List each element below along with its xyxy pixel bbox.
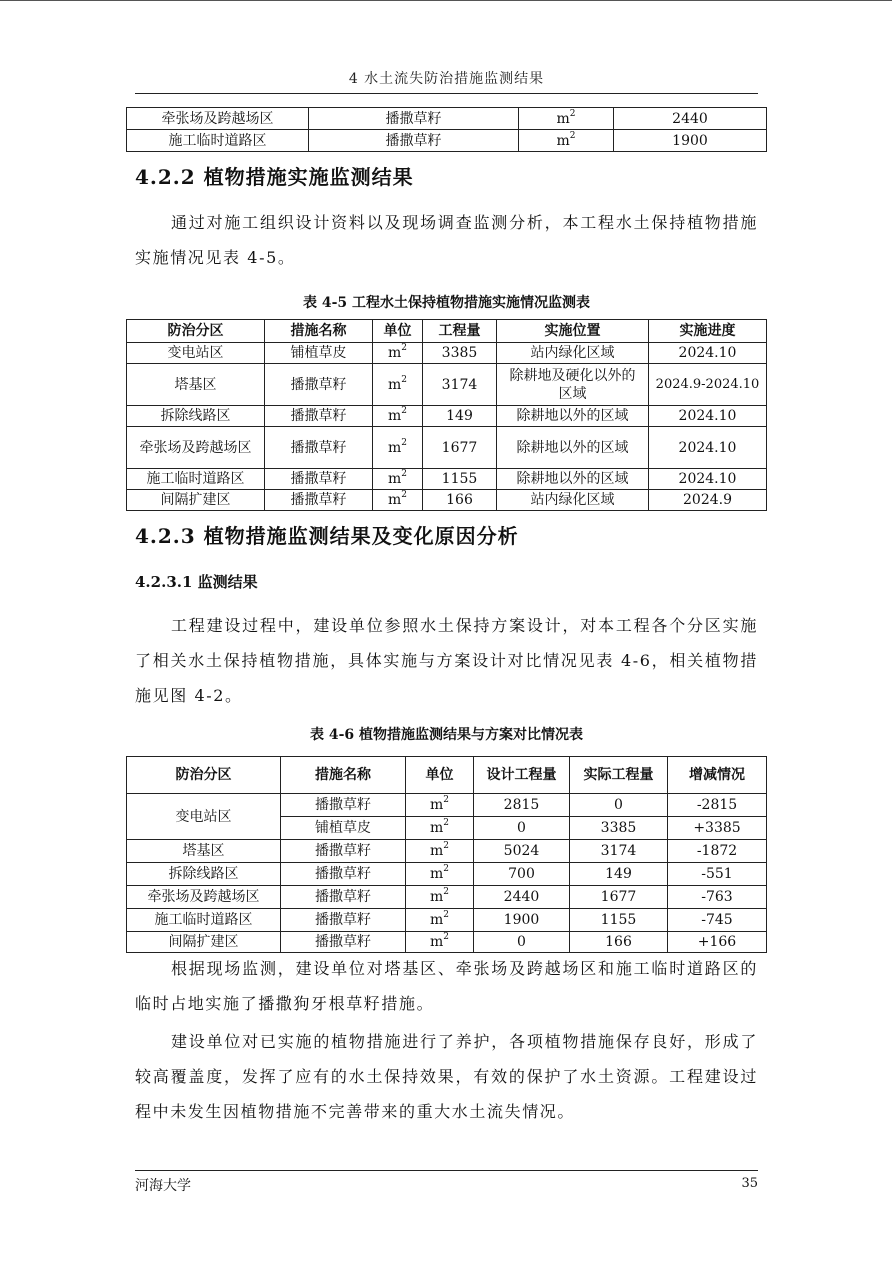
table-cell: 1677 — [423, 427, 497, 469]
table-cell: +3385 — [668, 817, 767, 840]
table-cell: 2024.10 — [649, 469, 767, 490]
header-rule — [135, 93, 758, 94]
unit-superscript: 2 — [443, 818, 449, 829]
unit-text: m — [387, 492, 402, 508]
table-cell: 牵张场及跨越场区 — [127, 108, 309, 130]
unit-text: m — [429, 797, 444, 813]
table-row — [127, 469, 767, 490]
table-cell — [519, 108, 614, 130]
table-cell: 间隔扩建区 — [127, 490, 265, 511]
table-cell: 施工临时道路区 — [127, 909, 281, 932]
table-cell — [406, 794, 474, 817]
table-cell — [373, 427, 423, 469]
table-cell: 2024.9-2024.10 — [649, 364, 767, 406]
table-4-6 — [126, 756, 767, 953]
table-cell — [373, 490, 423, 511]
unit-text: m — [429, 934, 444, 950]
column-header: 防治分区 — [127, 757, 281, 794]
section-heading-4-2-3: 4.2.3 植物措施监测结果及变化原因分析 — [135, 524, 519, 548]
unit-superscript: 2 — [569, 130, 576, 141]
table-cell: 1900 — [614, 130, 767, 152]
table-cell: 0 — [570, 794, 668, 817]
column-header: 实施进度 — [649, 320, 767, 343]
column-header: 措施名称 — [265, 320, 373, 343]
table-row — [127, 840, 767, 863]
footer-rule — [135, 1170, 758, 1171]
unit-text: m — [387, 376, 402, 393]
table-cell: +166 — [668, 932, 767, 953]
paragraph-after-table-1: 根据现场监测，建设单位对塔基区、牵张场及跨越场区和施工临时道路区的临时占地实施了播撒狗牙根草籽措施。 — [135, 959, 758, 1013]
table-cell: 2024.10 — [649, 427, 767, 469]
unit-superscript: 2 — [401, 469, 407, 480]
table-cell: 5024 — [474, 840, 570, 863]
unit-superscript: 2 — [401, 490, 407, 501]
table-cell — [373, 343, 423, 364]
table-cell: 2024.10 — [649, 343, 767, 364]
table-cell: 播撒草籽 — [281, 840, 406, 863]
unit-superscript: 2 — [401, 406, 407, 417]
table-cell: -551 — [668, 863, 767, 886]
table-row — [127, 130, 767, 152]
table-cell: 铺植草皮 — [281, 817, 406, 840]
table-cell: 播撒草籽 — [281, 794, 406, 817]
table-4-5 — [126, 319, 767, 511]
table-cell: 塔基区 — [127, 364, 265, 406]
table-cell: 铺植草皮 — [265, 343, 373, 364]
table-cell: 播撒草籽 — [265, 469, 373, 490]
table-row — [127, 364, 767, 406]
unit-superscript: 2 — [569, 108, 576, 119]
unit-text: m — [387, 439, 402, 456]
table-4-6-caption: 表 4-6 植物措施监测结果与方案对比情况表 — [309, 727, 584, 743]
table-cell: 播撒草籽 — [309, 108, 519, 130]
table-cell: 除耕地以外的区域 — [497, 469, 649, 490]
table-cell: -1872 — [668, 840, 767, 863]
footer-organization: 河海大学 — [135, 1178, 191, 1194]
table-cell: 播撒草籽 — [281, 863, 406, 886]
unit-superscript: 2 — [401, 437, 407, 448]
table-cell: 播撒草籽 — [281, 909, 406, 932]
unit-superscript: 2 — [443, 841, 449, 852]
paragraph-4-2-3-1: 工程建设过程中，建设单位参照水土保持方案设计，对本工程各个分区实施了相关水土保持植物措施，具体实施与方案设计对比情况见表 4-6，相关植物措施见图 4-2。 — [135, 616, 758, 705]
table-cell: 3174 — [570, 840, 668, 863]
table-cell: 施工临时道路区 — [127, 130, 309, 152]
unit-superscript: 2 — [443, 864, 449, 875]
table-row — [127, 932, 767, 953]
page-number: 35 — [741, 1176, 758, 1191]
unit-text: m — [429, 843, 444, 859]
unit-superscript: 2 — [443, 932, 449, 943]
table-cell: 拆除线路区 — [127, 406, 265, 427]
table-cell: 播撒草籽 — [281, 886, 406, 909]
column-header: 实施位置 — [497, 320, 649, 343]
running-header: 4 水土流失防治措施监测结果 — [348, 71, 545, 87]
column-header: 设计工程量 — [474, 757, 570, 794]
table-header-row — [127, 757, 767, 794]
table-cell — [406, 886, 474, 909]
unit-text: m — [429, 820, 444, 836]
table-cell: 3385 — [570, 817, 668, 840]
table-cell — [519, 130, 614, 152]
table-cell: 1677 — [570, 886, 668, 909]
table-cell: 间隔扩建区 — [127, 932, 281, 953]
column-header: 措施名称 — [281, 757, 406, 794]
table-cell: 站内绿化区域 — [497, 490, 649, 511]
table-cell: -2815 — [668, 794, 767, 817]
table-cell: 除耕地以外的区域 — [497, 427, 649, 469]
unit-text: m — [387, 471, 402, 487]
table-cell: 3385 — [423, 343, 497, 364]
unit-text: m — [429, 866, 444, 882]
table-cell — [406, 932, 474, 953]
table-cell: 2815 — [474, 794, 570, 817]
table-cell: 1155 — [423, 469, 497, 490]
column-header: 防治分区 — [127, 320, 265, 343]
table-cell: 2024.9 — [649, 490, 767, 511]
table-cell: 变电站区 — [127, 343, 265, 364]
unit-text: m — [429, 889, 444, 905]
table-row — [127, 406, 767, 427]
table-cell — [373, 364, 423, 406]
table-cell: 塔基区 — [127, 840, 281, 863]
table-cell — [406, 909, 474, 932]
table-cell: 除耕地及硬化以外的区域 — [497, 364, 649, 406]
subsection-heading-4-2-3-1: 4.2.3.1 监测结果 — [135, 573, 258, 591]
unit-superscript: 2 — [443, 910, 449, 921]
table-row — [127, 108, 767, 130]
column-header: 工程量 — [423, 320, 497, 343]
unit-text: m — [556, 110, 570, 127]
table-cell: -745 — [668, 909, 767, 932]
unit-superscript: 2 — [443, 795, 449, 806]
table-cell — [373, 469, 423, 490]
unit-text: m — [387, 345, 402, 361]
paragraph-after-table-2: 建设单位对已实施的植物措施进行了养护，各项植物措施保存良好，形成了较高覆盖度，发挥了应有的水土保持效果，有效的保护了水土资源。工程建设过程中未发生因植物措施不完善带来的重大水土流失情况。 — [135, 1032, 758, 1121]
column-header: 实际工程量 — [570, 757, 668, 794]
table-cell: 变电站区 — [127, 794, 281, 840]
table-cell: 牵张场及跨越场区 — [127, 886, 281, 909]
table-4-5-caption: 表 4-5 工程水土保持植物措施实施情况监测表 — [302, 295, 591, 311]
table-cell: 站内绿化区域 — [497, 343, 649, 364]
paragraph-4-2-2: 通过对施工组织设计资料以及现场调查监测分析，本工程水土保持植物措施实施情况见表 4-5。 — [135, 213, 758, 267]
table-cell — [373, 406, 423, 427]
column-header: 增减情况 — [668, 757, 767, 794]
table-row — [127, 863, 767, 886]
table-cell: 166 — [423, 490, 497, 511]
unit-superscript: 2 — [401, 374, 407, 385]
table-cell: 700 — [474, 863, 570, 886]
table-cell: 牵张场及跨越场区 — [127, 427, 265, 469]
unit-superscript: 2 — [401, 343, 407, 354]
table-row — [127, 794, 767, 817]
table-cell: 0 — [474, 932, 570, 953]
table-cell: 拆除线路区 — [127, 863, 281, 886]
table-cell — [406, 840, 474, 863]
table-cell: 播撒草籽 — [265, 490, 373, 511]
table-row — [127, 427, 767, 469]
top-table — [126, 107, 767, 152]
unit-text: m — [556, 132, 570, 149]
table-cell: 166 — [570, 932, 668, 953]
table-cell: 播撒草籽 — [265, 364, 373, 406]
table-row — [127, 490, 767, 511]
table-cell: 施工临时道路区 — [127, 469, 265, 490]
table-cell: 0 — [474, 817, 570, 840]
table-row — [127, 909, 767, 932]
unit-superscript: 2 — [443, 887, 449, 898]
table-cell: 除耕地以外的区域 — [497, 406, 649, 427]
table-cell: 2440 — [474, 886, 570, 909]
table-cell: 播撒草籽 — [265, 406, 373, 427]
top-edge-line — [0, 0, 892, 1]
table-cell: 播撒草籽 — [265, 427, 373, 469]
table-row — [127, 886, 767, 909]
table-cell: 149 — [423, 406, 497, 427]
table-cell: -763 — [668, 886, 767, 909]
column-header: 单位 — [406, 757, 474, 794]
table-cell: 1900 — [474, 909, 570, 932]
section-heading-4-2-2: 4.2.2 植物措施实施监测结果 — [135, 165, 414, 189]
table-cell — [406, 817, 474, 840]
table-cell: 播撒草籽 — [309, 130, 519, 152]
table-cell: 149 — [570, 863, 668, 886]
table-cell: 2024.10 — [649, 406, 767, 427]
table-row — [127, 343, 767, 364]
table-cell: 2440 — [614, 108, 767, 130]
table-header-row — [127, 320, 767, 343]
table-cell: 播撒草籽 — [281, 932, 406, 953]
table-cell — [406, 863, 474, 886]
unit-text: m — [429, 912, 444, 928]
unit-text: m — [387, 408, 402, 424]
table-cell: 3174 — [423, 364, 497, 406]
table-cell: 1155 — [570, 909, 668, 932]
column-header: 单位 — [373, 320, 423, 343]
